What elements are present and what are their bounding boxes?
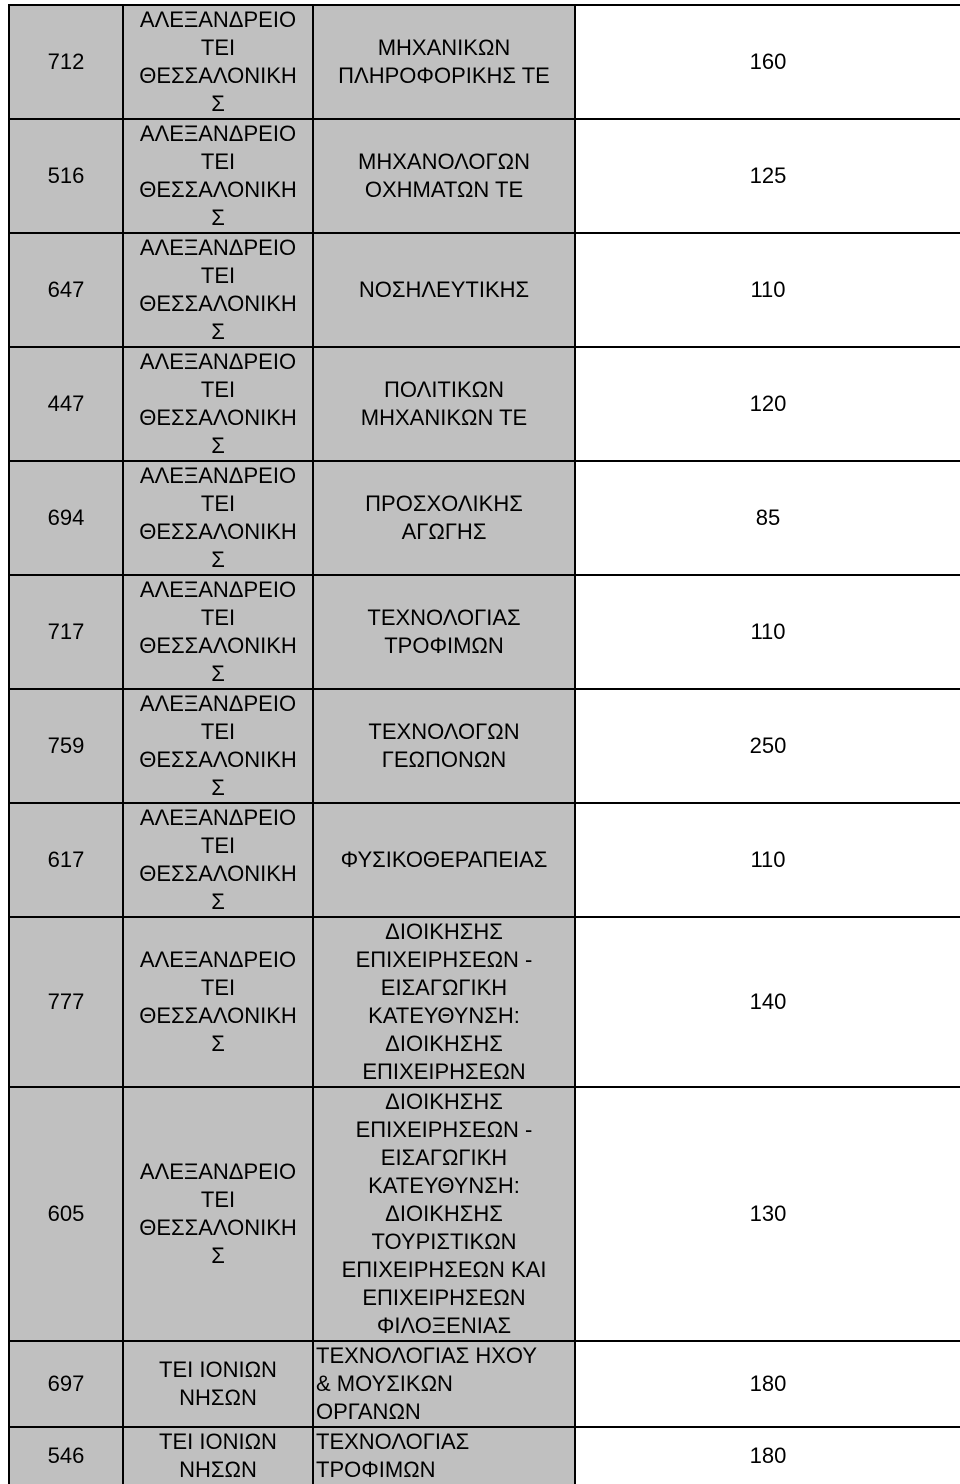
program-code: 516 [9,119,123,233]
table-row [9,1087,960,1341]
program-code: 447 [9,347,123,461]
institution-name: ΑΛΕΞΑΝΔΡΕΙΟ ΤΕΙ ΘΕΣΣΑΛΟΝΙΚΗ Σ [123,461,313,575]
program-code: 605 [9,1087,123,1341]
institution-name: ΑΛΕΞΑΝΔΡΕΙΟ ΤΕΙ ΘΕΣΣΑΛΟΝΙΚΗ Σ [123,119,313,233]
department-name: ΔΙΟΙΚΗΣΗΣ ΕΠΙΧΕΙΡΗΣΕΩΝ - ΕΙΣΑΓΩΓΙΚΗ ΚΑΤΕΥΘΥΝΣΗ: ΔΙΟΙΚΗΣΗΣ ΕΠΙΧΕΙΡΗΣΕΩΝ [313,917,575,1087]
institution-name: ΑΛΕΞΑΝΔΡΕΙΟ ΤΕΙ ΘΕΣΣΑΛΟΝΙΚΗ Σ [123,575,313,689]
institution-name: ΑΛΕΞΑΝΔΡΕΙΟ ΤΕΙ ΘΕΣΣΑΛΟΝΙΚΗ Σ [123,917,313,1087]
institution-name: ΤΕΙ ΙΟΝΙΩΝ ΝΗΣΩΝ [123,1341,313,1427]
institution-name: ΑΛΕΞΑΝΔΡΕΙΟ ΤΕΙ ΘΕΣΣΑΛΟΝΙΚΗ Σ [123,689,313,803]
program-code: 546 [9,1427,123,1484]
table-row [9,689,960,803]
department-name: ΤΕΧΝΟΛΟΓΩΝ ΓΕΩΠΟΝΩΝ [313,689,575,803]
department-name: ΜΗΧΑΝΟΛΟΓΩΝ ΟΧΗΜΑΤΩΝ ΤΕ [313,119,575,233]
program-code: 617 [9,803,123,917]
department-name: ΝΟΣΗΛΕΥΤΙΚΗΣ [313,233,575,347]
institution-name: ΤΕΙ ΙΟΝΙΩΝ ΝΗΣΩΝ [123,1427,313,1484]
table-row [9,119,960,233]
program-code: 647 [9,233,123,347]
institution-name: ΑΛΕΞΑΝΔΡΕΙΟ ΤΕΙ ΘΕΣΣΑΛΟΝΙΚΗ Σ [123,803,313,917]
program-code: 712 [9,5,123,119]
program-code: 777 [9,917,123,1087]
table-row [9,575,960,689]
department-name: ΠΡΟΣΧΟΛΙΚΗΣ ΑΓΩΓΗΣ [313,461,575,575]
program-code: 717 [9,575,123,689]
seats-count: 120 [575,347,960,461]
table-row [9,803,960,917]
table-row [9,1341,960,1427]
institution-name: ΑΛΕΞΑΝΔΡΕΙΟ ΤΕΙ ΘΕΣΣΑΛΟΝΙΚΗ Σ [123,233,313,347]
seats-count: 180 [575,1427,960,1484]
table-row [9,461,960,575]
institution-name: ΑΛΕΞΑΝΔΡΕΙΟ ΤΕΙ ΘΕΣΣΑΛΟΝΙΚΗ Σ [123,1087,313,1341]
department-name: ΜΗΧΑΝΙΚΩΝ ΠΛΗΡΟΦΟΡΙΚΗΣ ΤΕ [313,5,575,119]
institution-name: ΑΛΕΞΑΝΔΡΕΙΟ ΤΕΙ ΘΕΣΣΑΛΟΝΙΚΗ Σ [123,347,313,461]
institution-name: ΑΛΕΞΑΝΔΡΕΙΟ ΤΕΙ ΘΕΣΣΑΛΟΝΙΚΗ Σ [123,5,313,119]
table-row [9,347,960,461]
seats-count: 180 [575,1341,960,1427]
department-name: ΠΟΛΙΤΙΚΩΝ ΜΗΧΑΝΙΚΩΝ ΤΕ [313,347,575,461]
seats-count: 110 [575,803,960,917]
department-name: ΦΥΣΙΚΟΘΕΡΑΠΕΙΑΣ [313,803,575,917]
table-row [9,233,960,347]
department-name: ΤΕΧΝΟΛΟΓΙΑΣ ΤΡΟΦΙΜΩΝ [313,1427,575,1484]
seats-count: 160 [575,5,960,119]
department-name: ΤΕΧΝΟΛΟΓΙΑΣ ΗΧΟΥ & ΜΟΥΣΙΚΩΝ ΟΡΓΑΝΩΝ [313,1341,575,1427]
program-code: 759 [9,689,123,803]
table-row [9,5,960,119]
seats-count: 110 [575,575,960,689]
table-row [9,1427,960,1484]
program-code: 697 [9,1341,123,1427]
seats-count: 110 [575,233,960,347]
table-row [9,917,960,1087]
seats-count: 140 [575,917,960,1087]
seats-count: 85 [575,461,960,575]
department-name: ΤΕΧΝΟΛΟΓΙΑΣ ΤΡΟΦΙΜΩΝ [313,575,575,689]
program-code: 694 [9,461,123,575]
programs-table [8,4,960,1484]
department-name: ΔΙΟΙΚΗΣΗΣ ΕΠΙΧΕΙΡΗΣΕΩΝ - ΕΙΣΑΓΩΓΙΚΗ ΚΑΤΕΥΘΥΝΣΗ: ΔΙΟΙΚΗΣΗΣ ΤΟΥΡΙΣΤΙΚΩΝ ΕΠΙΧΕΙΡΗΣΕΩΝ ΚΑΙ ΕΠΙΧΕΙΡΗΣΕΩΝ ΦΙΛΟΞΕΝΙΑΣ [313,1087,575,1341]
seats-count: 125 [575,119,960,233]
seats-count: 250 [575,689,960,803]
seats-count: 130 [575,1087,960,1341]
